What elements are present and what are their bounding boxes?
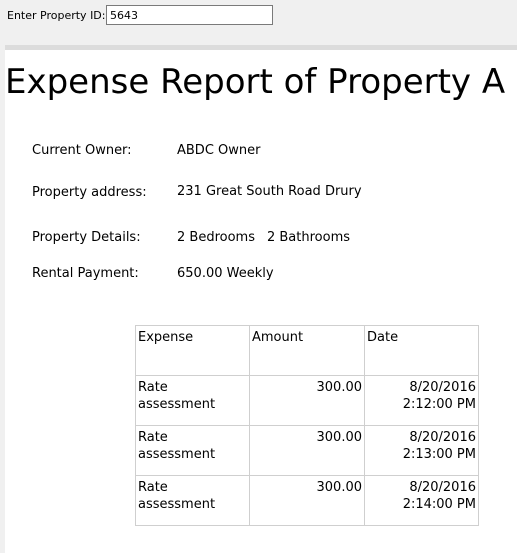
- table-row: [136, 476, 479, 526]
- rental-label: Rental Payment:: [32, 266, 139, 281]
- expense-cell: Rate assessment: [136, 426, 250, 476]
- bathrooms-value: 2 Bathrooms: [266, 230, 351, 245]
- date-cell: 8/20/2016 2:14:00 PM: [365, 476, 479, 526]
- property-id-label: Enter Property ID:: [7, 9, 106, 22]
- rental-value: 650.00 Weekly: [177, 266, 274, 281]
- date-cell: 8/20/2016 2:12:00 PM: [365, 376, 479, 426]
- amount-cell: 300.00: [250, 376, 365, 426]
- expense-cell: Rate assessment: [136, 376, 250, 426]
- expense-table: [135, 325, 479, 526]
- property-id-input[interactable]: [106, 5, 273, 25]
- table-row: [136, 426, 479, 476]
- amount-cell: 300.00: [250, 476, 365, 526]
- owner-label: Current Owner:: [32, 143, 132, 158]
- date-cell: 8/20/2016 2:13:00 PM: [365, 426, 479, 476]
- toolbar-divider: [5, 45, 517, 50]
- details-label: Property Details:: [32, 230, 141, 245]
- table-row: [136, 376, 479, 426]
- page-title: Expense Report of Property A: [5, 62, 506, 102]
- address-label: Property address:: [32, 185, 147, 200]
- header-amount: Amount: [250, 326, 365, 376]
- details-value: [177, 230, 350, 245]
- amount-cell: 300.00: [250, 426, 365, 476]
- table-header-row: [136, 326, 479, 376]
- address-value: 231 Great South Road Drury: [177, 184, 362, 199]
- expense-cell: Rate assessment: [136, 476, 250, 526]
- header-expense: Expense: [136, 326, 250, 376]
- owner-value: ABDC Owner: [177, 143, 261, 158]
- header-date: Date: [365, 326, 479, 376]
- bedrooms-value: 2 Bedrooms: [177, 230, 255, 245]
